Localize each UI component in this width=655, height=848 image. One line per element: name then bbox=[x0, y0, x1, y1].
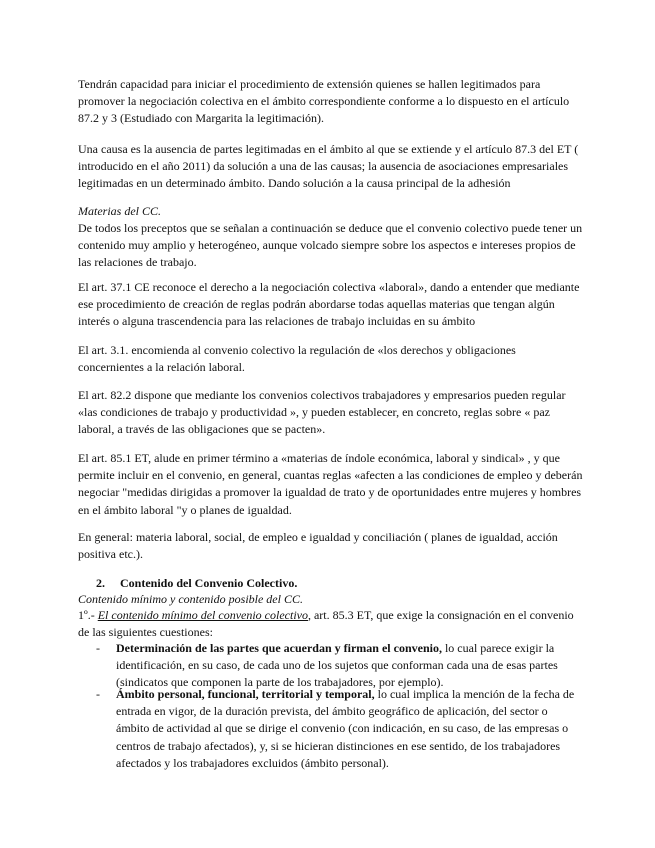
paragraph-legitimacion: Tendrán capacidad para iniciar el procedimiento de extensión quienes se hallen legitimados para promover la negociación colectiva en el ámbito correspondiente conforme a lo dispuesto en el artículo 87.2 y 3 (Estudiado con Margarita la legitimación). bbox=[78, 77, 570, 126]
paragraph-preceptos: De todos los preceptos que se señalan a continuación se deduce que el convenio colectivo puede tener un contenido muy amplio y heterogéneo, aunque volcado siempre sobre los aspectos e intereses propios de las relaciones de trabajo. bbox=[78, 221, 583, 270]
contenido-minimo-link[interactable]: El contenido mínimo del convenio colectivo bbox=[97, 608, 308, 622]
section-heading bbox=[96, 575, 297, 592]
list-item-text bbox=[116, 640, 583, 692]
list-item-bold: Determinación de las partes que acuerdan y firman el convenio, bbox=[116, 641, 442, 655]
list-item-body: lo cual implica la mención de la fecha de entrada en vigor, de la duración prevista, del ámbito geográfico de aplicación, del sector o ámbito de actividad al que se dirige el convenio (con indicación, en su caso, de las empresas o centros de trabajo afectados), y, si se hicieran distinciones en ese sentido, de los trabajadores afectados y los trabajadores excluidos (ámbito personal). bbox=[116, 687, 575, 770]
list-dash: - bbox=[96, 641, 100, 655]
intro-rest: , art. 85.3 ET, que exige la consignación en el convenio de las siguientes cuestiones: bbox=[78, 608, 574, 640]
intro-prefix: 1º.- bbox=[78, 608, 98, 622]
paragraph-ausencia-partes: Una causa es la ausencia de partes legitimadas en el ámbito al que se extiende y el artículo 87.3 del ET ( introducido en el año 2011) da solución a una de las causas; la ausencia de asociaciones empresariales legitimadas en un determinado ámbito. Dando solución a la causa principal de la adhesión bbox=[78, 142, 579, 191]
paragraph-en-general: En general: materia laboral, social, de empleo e igualdad y conciliación ( planes de igualdad, acción positiva etc.). bbox=[78, 530, 558, 562]
list-item-bold: Ámbito personal, funcional, territorial y temporal, bbox=[116, 687, 375, 701]
list-dash: - bbox=[96, 687, 100, 701]
list-item-text bbox=[116, 686, 583, 772]
list-item-body: lo cual parece exigir la identificación, en su caso, de cada uno de los sujetos que conforman cada una de esas partes (sindicatos que componen la parte de los trabajadores, por ejemplo). bbox=[116, 641, 558, 690]
contenido-minimo-intro bbox=[78, 607, 583, 641]
section-title: Contenido del Convenio Colectivo. bbox=[120, 576, 298, 590]
section-number: 2. bbox=[96, 576, 105, 590]
section-subtitle: Contenido mínimo y contenido posible del CC. bbox=[78, 592, 303, 606]
paragraph-art-37-1: El art. 37.1 CE reconoce el derecho a la negociación colectiva «laboral», dando a entender que mediante ese procedimiento de creación de reglas podrán abordarse todas aquellas materias que tengan algún interés o alguna trascendencia para las relaciones de trabajo incluidas en su ámbito bbox=[78, 280, 580, 329]
materias-heading: Materias del CC. bbox=[78, 204, 161, 218]
paragraph-art-3-1: El art. 3.1. encomienda al convenio colectivo la regulación de «los derechos y obligaciones concernientes a la relación laboral. bbox=[78, 343, 516, 375]
paragraph-art-82-2: El art. 82.2 dispone que mediante los convenios colectivos trabajadores y empresarios pueden regular «las condiciones de trabajo y productividad », y pueden establecer, en concreto, reglas sobre « paz laboral, a través de las obligaciones que se pacten». bbox=[78, 388, 566, 437]
paragraph-art-85-1: El art. 85.1 ET, alude en primer término a «materias de índole económica, laboral y sindical» , y que permite incluir en el convenio, en general, cuantas reglas «afecten a las condiciones de empleo y deberán negociar "medidas dirigidas a promover la igualdad de trato y de oportunidades entre mujeres y hombres en el ámbito laboral "y o planes de igualdad. bbox=[78, 451, 583, 517]
